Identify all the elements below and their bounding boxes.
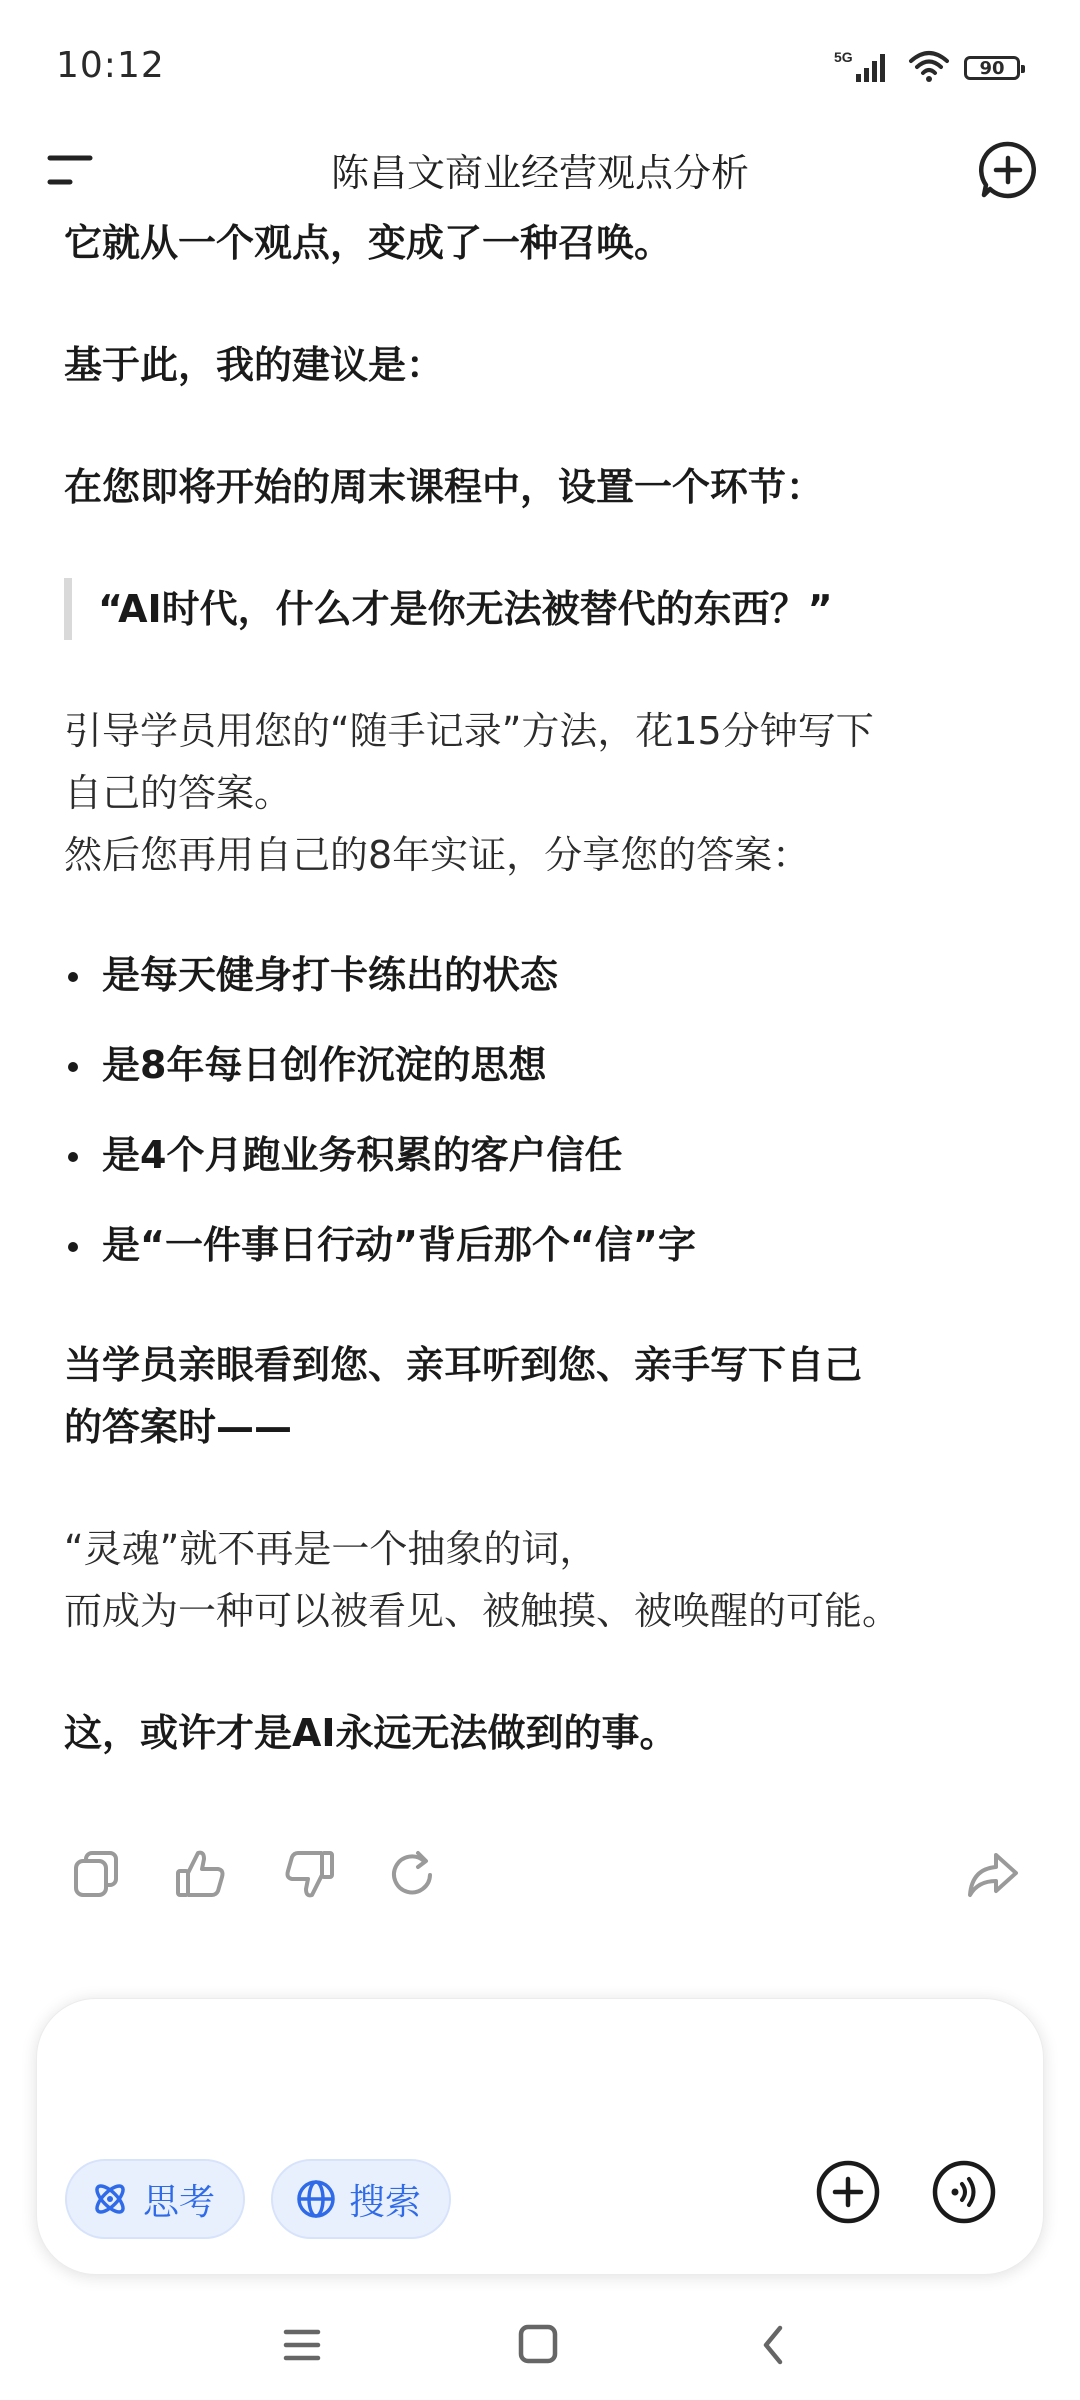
message-line: 基于此，我的建议是： (64, 343, 445, 387)
plus-circle-icon (815, 2159, 881, 2225)
message-actions (60, 1845, 1030, 1915)
system-nav-bar (0, 2300, 1080, 2400)
thumbs-up-icon[interactable] (172, 1845, 232, 1905)
bullet-list (64, 944, 1024, 1276)
message-line: 它就从一个观点，变成了一种召唤。 (64, 221, 673, 265)
copy-icon[interactable] (68, 1845, 128, 1905)
assistant-message (64, 212, 1024, 1764)
think-button[interactable] (65, 2159, 245, 2239)
message-line: 当学员亲眼看到您、亲耳听到您、亲手写下自己 (64, 1343, 863, 1387)
battery-icon: 90 (964, 56, 1020, 80)
message-line: 而成为一种可以被看见、被触摸、被唤醒的可能。 (64, 1589, 901, 1633)
globe-icon (295, 2178, 337, 2220)
search-label: 搜索 (349, 2181, 422, 2223)
list-item: 是“一件事日行动”背后那个“信”字 (64, 1214, 1024, 1276)
home-icon[interactable] (508, 2320, 568, 2370)
thumbs-down-icon[interactable] (278, 1845, 338, 1905)
message-line: 然后您再用自己的8年实证，分享您的答案： (64, 833, 811, 877)
search-button[interactable] (271, 2159, 451, 2239)
think-label: 思考 (143, 2181, 216, 2223)
status-time: 10:12 (56, 45, 165, 86)
status-bar (0, 0, 1080, 130)
recent-apps-icon[interactable] (272, 2320, 332, 2370)
cellular-signal-icon (834, 48, 894, 88)
message-line: 自己的答案。 (64, 771, 293, 815)
message-line: 这，或许才是AI永远无法做到的事。 (64, 1711, 678, 1755)
app-header (0, 130, 1080, 210)
back-icon[interactable] (744, 2320, 804, 2370)
message-line: 在您即将开始的周末课程中，设置一个环节： (64, 465, 825, 509)
voice-wave-icon (931, 2159, 997, 2225)
message-line: 的答案时—— (64, 1405, 293, 1449)
page-title: 陈昌文商业经营观点分析 (330, 151, 749, 195)
voice-button[interactable] (931, 2159, 997, 2225)
message-input[interactable] (79, 2049, 683, 2111)
message-line: “灵魂”就不再是一个抽象的词， (64, 1527, 598, 1571)
share-icon[interactable] (962, 1845, 1022, 1905)
new-chat-icon[interactable] (978, 140, 1038, 200)
wifi-icon (908, 49, 950, 87)
list-item: 是4个月跑业务积累的客户信任 (64, 1124, 1024, 1186)
regenerate-icon[interactable] (382, 1845, 442, 1905)
add-attachment-button[interactable] (815, 2159, 881, 2225)
blockquote: “AI时代，什么才是你无法被替代的东西？” (64, 578, 1024, 640)
message-line: 引导学员用您的“随手记录”方法，花15分钟写下 (64, 709, 874, 753)
list-item: 是8年每日创作沉淀的思想 (64, 1034, 1024, 1096)
svg-text:5G: 5G (834, 49, 853, 65)
status-icons (834, 48, 1020, 88)
atom-icon (89, 2178, 131, 2220)
composer (36, 1998, 1044, 2275)
list-item: 是每天健身打卡练出的状态 (64, 944, 1024, 1006)
